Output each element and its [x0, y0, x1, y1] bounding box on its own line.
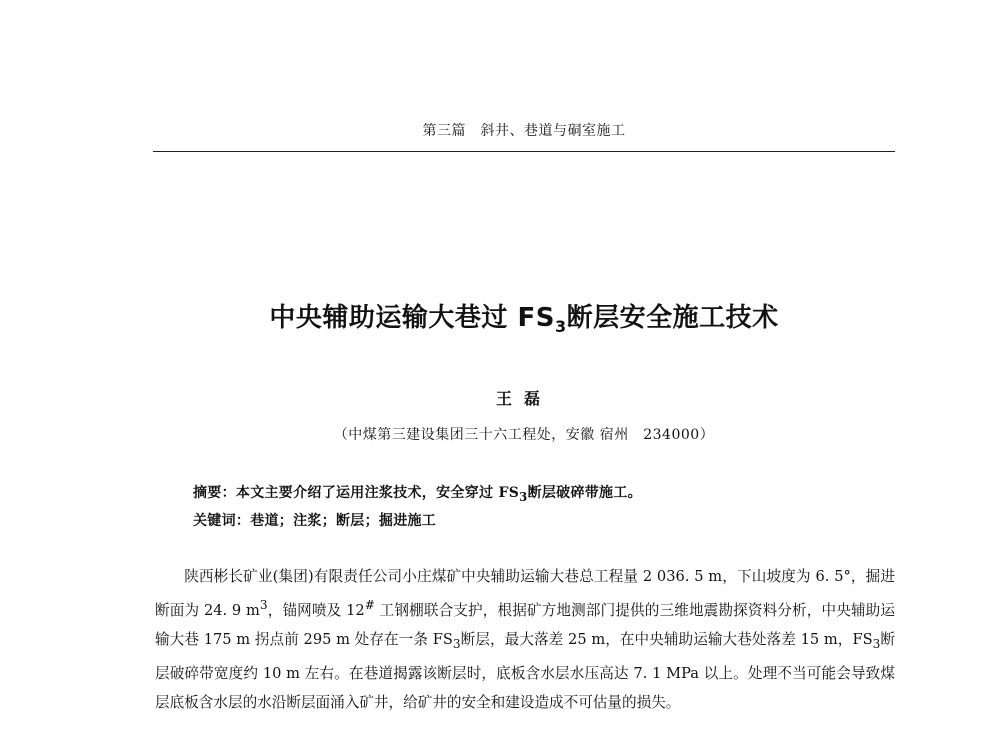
title-main: 中央辅助运输大巷过 FS: [269, 303, 555, 333]
abstract-label: 摘要：: [193, 485, 236, 501]
body-text-c: 工钢棚联合支护，根据矿方地测部门提供的三维地震勘探资料分析，中央辅助运输大巷 175 m 拐点前 295 m 处存在一条 FS: [155, 601, 895, 648]
running-header: 第三篇 斜井、巷道与硐室施工: [422, 123, 626, 139]
abstract-text-1: 本文主要介绍了运用注浆技术，安全穿过 FS: [235, 485, 520, 501]
author-name: 王磊: [495, 389, 552, 408]
body-text-d: 断层，最大落差 25 m，在中央辅助运输大巷处落差 15 m，FS: [460, 630, 873, 648]
abstract: [193, 482, 893, 504]
header-rule: [153, 151, 895, 152]
keywords: [193, 510, 893, 530]
abstract-subscript: 3: [519, 489, 528, 504]
keywords-text: 巷道；注浆；断层；掘进施工: [250, 513, 437, 529]
body-superscript-1: 3: [259, 598, 268, 612]
keywords-label: 关键词：: [193, 513, 251, 529]
abstract-text-2: 断层破碎带施工。: [527, 485, 642, 501]
title-subscript: 3: [554, 317, 567, 337]
article-title: [150, 297, 898, 336]
body-text-a: 陕西彬长矿业(集团)有限责任公司小庄煤矿中央辅助运输大巷总工程量 2 036. 5 m，下山坡度为 6. 5°，掘进断面为 24. 9 m: [155, 568, 895, 619]
body-text-e: 断层破碎带宽度约 10 m 左右。在巷道揭露该断层时，底板含水层水压高达 7. 1 MPa 以上。处理不当可能会导致煤层底板含水层的水沿断层面涌入矿井，给矿井的安全和建设造成不可估量的损失。: [155, 630, 895, 711]
title-rest: 断层安全施工技术: [566, 303, 779, 333]
body-paragraph: [155, 562, 895, 717]
body-subscript-2: 3: [872, 636, 881, 651]
body-text-b: ，锚网喷及 12: [267, 601, 365, 619]
body-subscript-1: 3: [452, 636, 461, 651]
author-affiliation: （中煤第三建设集团三十六工程处，安徽 宿州 234000）: [333, 427, 715, 443]
body-superscript-2: #: [364, 598, 375, 612]
